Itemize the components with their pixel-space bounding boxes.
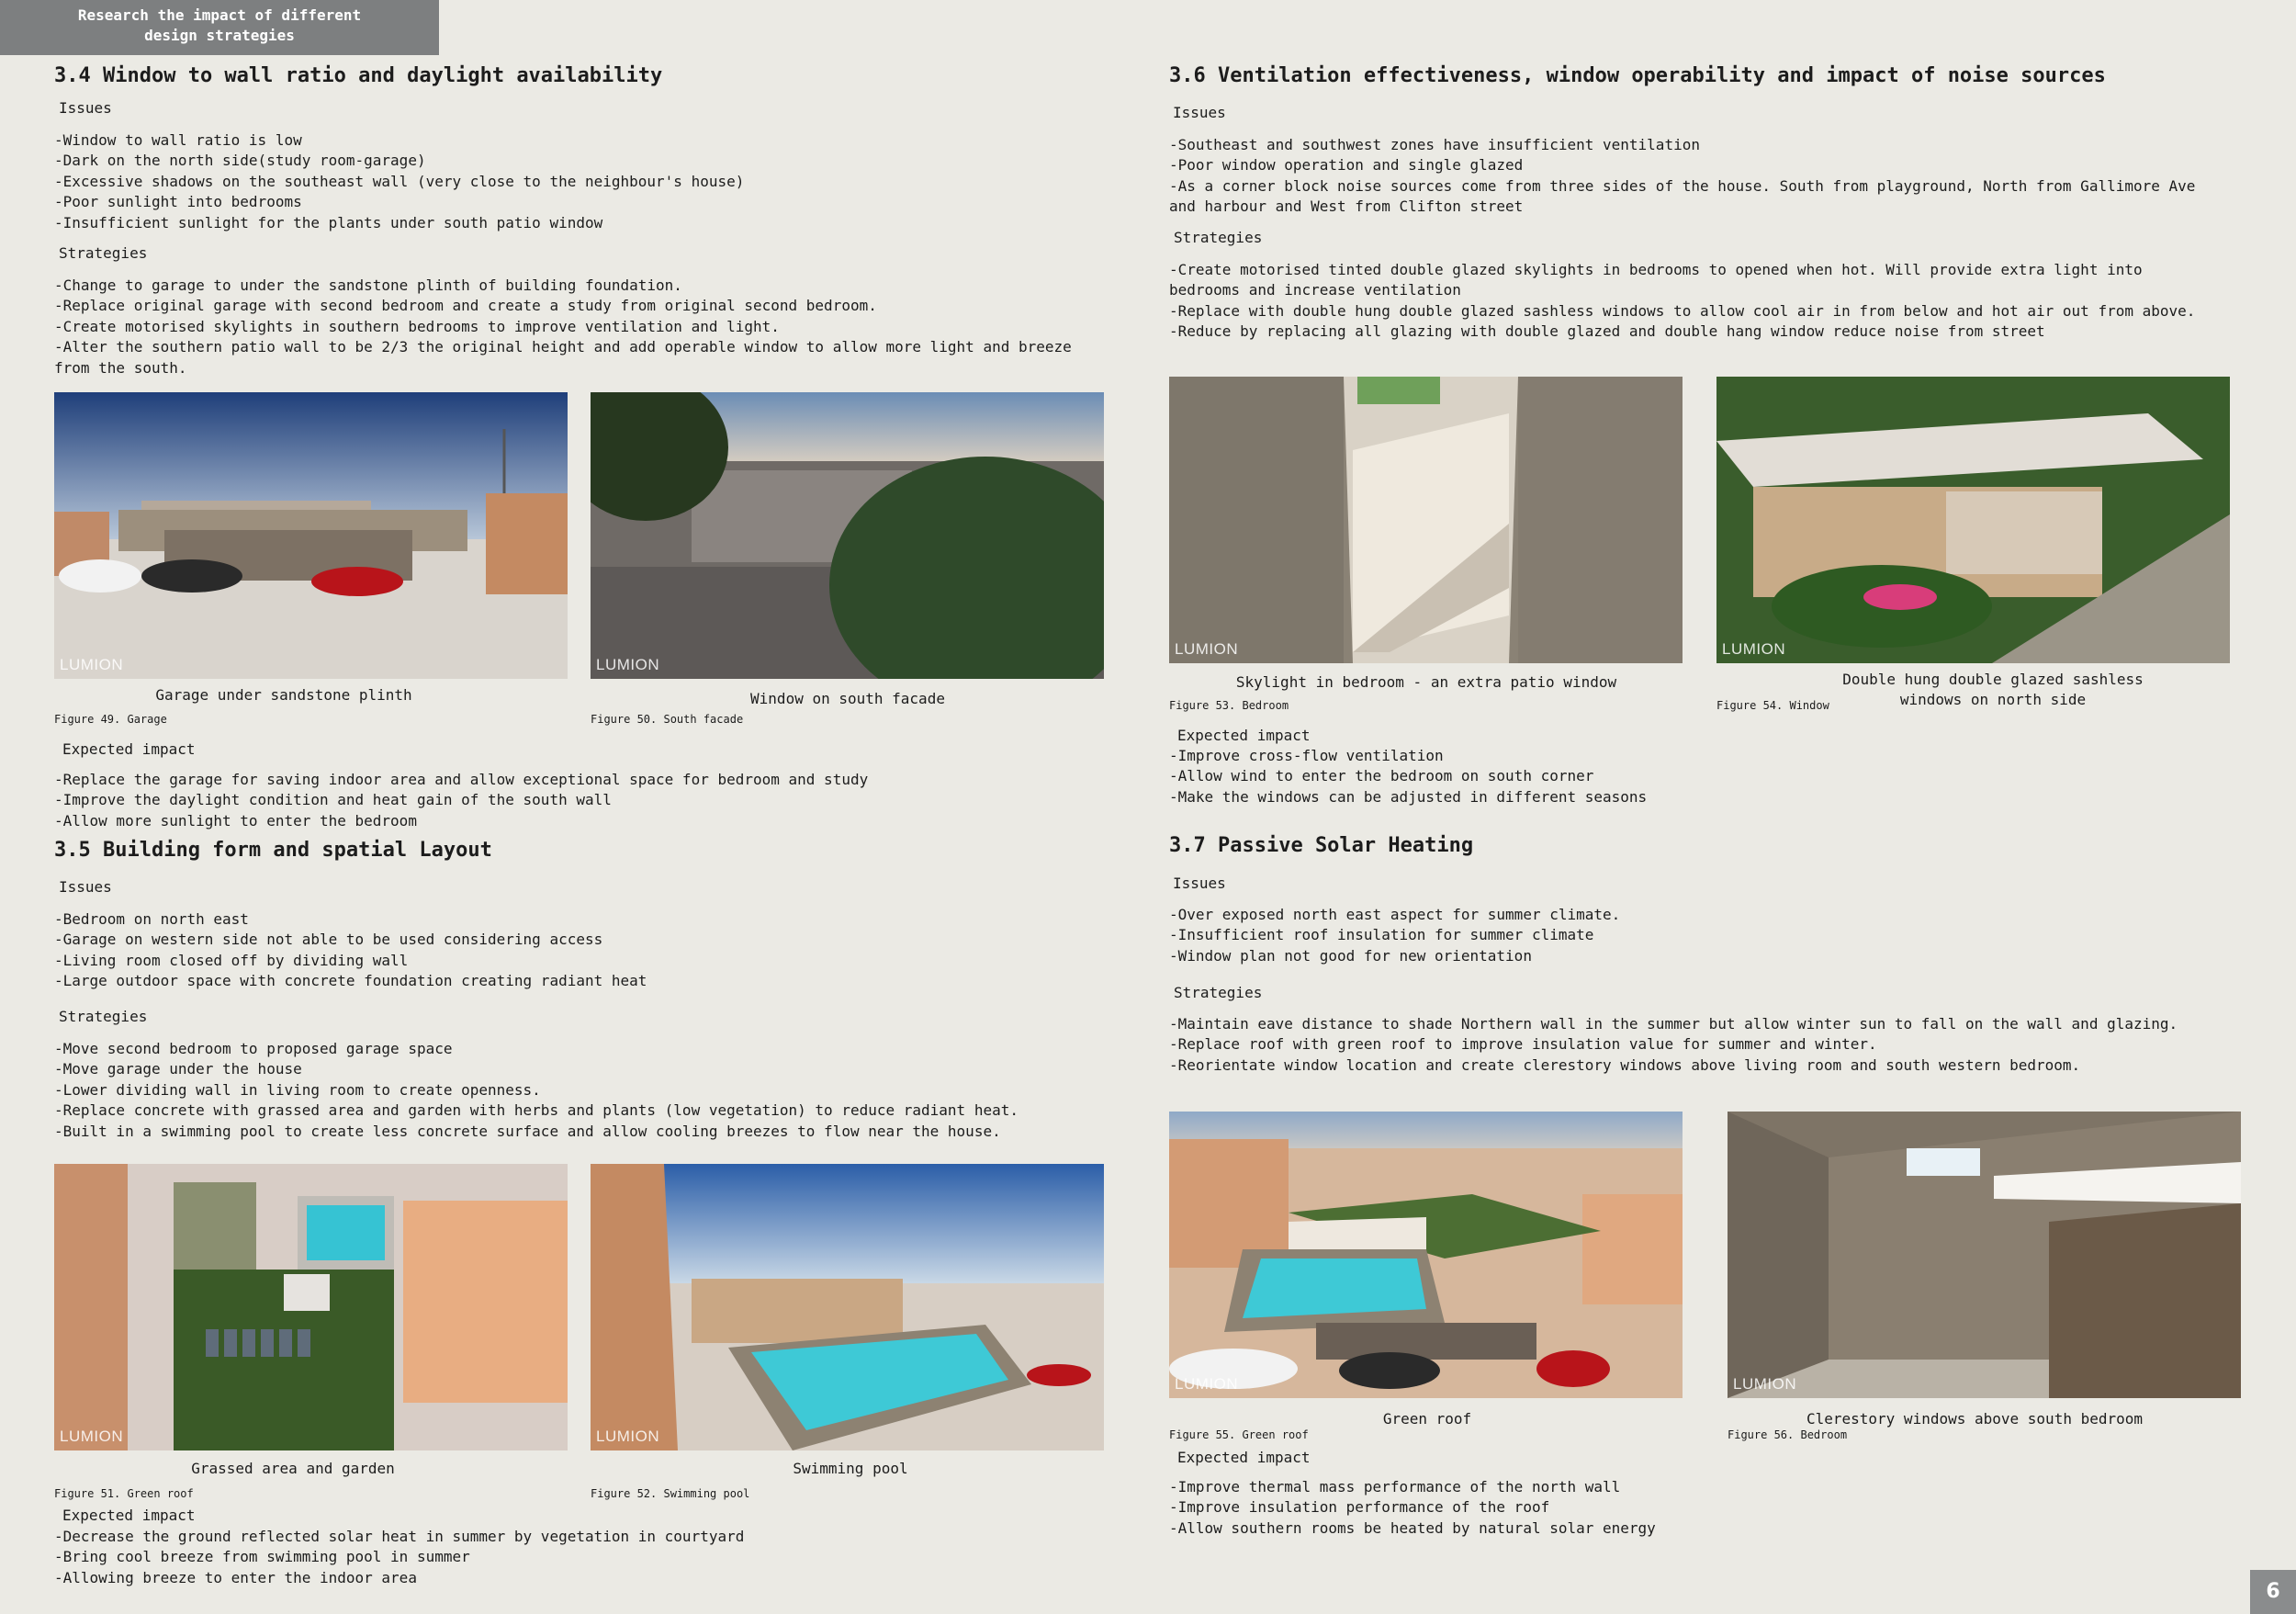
list-item: -Large outdoor space with concrete foundation creating radiant heat (54, 972, 647, 990)
issues-list (54, 130, 1110, 233)
list-item: -Insufficient sunlight for the plants under south patio window (54, 213, 603, 231)
strategies-list (54, 276, 1110, 378)
strategies-label: Strategies (59, 1008, 148, 1025)
expected-impact-label: Expected impact (1177, 1449, 1311, 1466)
figure-south-facade-render (591, 392, 1104, 679)
figure-caption: Skylight in bedroom - an extra patio window (1235, 673, 1617, 691)
list-item: -Improve thermal mass performance of the north wall (1169, 1478, 1621, 1495)
list-item: -Maintain eave distance to shade Northern wall in the summer but allow winter sun to fall on the wall and glazing. (1169, 1015, 2178, 1033)
lumion-watermark: LUMION (1722, 640, 1786, 658)
figure-number: Figure 55. Green roof (1169, 1428, 1309, 1441)
figure-number: Figure 49. Garage (54, 713, 167, 726)
list-item: -Change to garage to under the sandstone plinth of building foundation. (54, 277, 682, 294)
figure-caption: Clerestory windows above south bedroom (1806, 1410, 2144, 1428)
issues-list (54, 909, 1110, 992)
strategies-list (54, 1039, 1129, 1142)
figure-number: Figure 50. South facade (591, 713, 744, 726)
figure-garage-render (54, 392, 568, 679)
impact-list (54, 770, 1110, 831)
expected-impact-label: Expected impact (62, 1507, 196, 1524)
list-item: -Create motorised skylights in southern bedrooms to improve ventilation and light. (54, 317, 780, 335)
list-item: -Replace the garage for saving indoor area and allow exceptional space for bedroom and study (54, 771, 869, 788)
figure-green-roof-aerial-render (54, 1164, 568, 1450)
list-item: -Insufficient roof insulation for summer climate (1169, 926, 1594, 944)
list-item: -Living room closed off by dividing wall (54, 951, 409, 969)
issues-label: Issues (1173, 104, 1226, 121)
lumion-watermark: LUMION (60, 656, 124, 673)
list-item: -Allowing breeze to enter the indoor area (54, 1568, 417, 1586)
section-title-3-4: 3.4 Window to wall ratio and daylight availability (54, 64, 663, 87)
figure-bedroom-skylight-render (1169, 377, 1683, 663)
list-item: -Window to wall ratio is low (54, 131, 302, 149)
list-item: -Create motorised tinted double glazed skylights in bedrooms to opened when hot. Will provide extra light into bedrooms and increase ventilation (1169, 261, 2143, 299)
list-item: -Decrease the ground reflected solar heat in summer by vegetation in courtyard (54, 1528, 745, 1545)
list-item: -Replace roof with green roof to improve insulation value for summer and winter. (1169, 1035, 1877, 1054)
list-item: -Improve the daylight condition and heat gain of the south wall (54, 791, 612, 809)
list-item: -Improve cross-flow ventilation (1169, 747, 1444, 764)
list-item: -Improve insulation performance of the roof (1169, 1498, 1550, 1517)
list-item: -Allow southern rooms be heated by natural solar energy (1169, 1518, 1656, 1537)
lumion-watermark: LUMION (596, 1428, 660, 1445)
list-item: -Over exposed north east aspect for summer climate. (1169, 906, 1621, 923)
list-item: -Bedroom on north east (54, 910, 249, 928)
figure-north-window-render (1716, 377, 2230, 663)
issues-list (1169, 135, 2216, 218)
issues-list (1169, 905, 2216, 966)
list-item: -Built in a swimming pool to create less concrete surface and allow cooling breezes to flow near the house. (54, 1122, 1001, 1140)
section-header-tab: Research the impact of different design strategies (0, 0, 439, 55)
figure-caption: Swimming pool (793, 1460, 908, 1477)
figure-caption: Double hung double glazed sashless windows on north side (1842, 671, 2144, 708)
strategies-list (1169, 260, 2216, 343)
list-item: -Dark on the north side(study room-garage) (54, 152, 426, 170)
section-title-3-7: 3.7 Passive Solar Heating (1169, 834, 1474, 857)
list-item: -Allow more sunlight to enter the bedroom (54, 811, 417, 830)
list-item: -Lower dividing wall in living room to create openness. (54, 1080, 541, 1099)
figure-caption: Grassed area and garden (191, 1460, 395, 1477)
expected-impact-label: Expected impact (62, 740, 196, 758)
expected-impact-label: Expected impact (1177, 727, 1311, 744)
figure-number: Figure 53. Bedroom (1169, 699, 1289, 712)
list-item: -Move second bedroom to proposed garage space (54, 1040, 453, 1057)
figure-caption: Green roof (1382, 1410, 1472, 1428)
figure-swimming-pool-render (591, 1164, 1104, 1450)
section-title-3-5: 3.5 Building form and spatial Layout (54, 839, 492, 862)
list-item: -Garage on western side not able to be used considering access (54, 931, 603, 949)
lumion-watermark: LUMION (1733, 1375, 1797, 1393)
list-item: -Allow wind to enter the bedroom on south corner (1169, 767, 1594, 785)
figure-caption: Window on south facade (750, 690, 945, 707)
figure-number: Figure 56. Bedroom (1728, 1428, 1848, 1441)
figure-green-roof-render (1169, 1112, 1683, 1398)
list-item: -Make the windows can be adjusted in different seasons (1169, 787, 1648, 806)
list-item: -Excessive shadows on the southeast wall (very close to the neighbour's house) (54, 172, 745, 190)
figure-caption: Garage under sandstone plinth (155, 686, 412, 704)
list-item: -Alter the southern patio wall to be 2/3 the original height and add operable window to allow more light and breeze from the south. (54, 338, 1072, 377)
issues-label: Issues (59, 878, 112, 896)
list-item: -Reduce by replacing all glazing with double glazed and double hang window reduce noise from street (1169, 322, 2045, 341)
impact-list (1169, 746, 2216, 807)
strategies-label: Strategies (1174, 229, 1263, 246)
list-item: -Southeast and southwest zones have insufficient ventilation (1169, 136, 1700, 153)
impact-list (54, 1527, 1110, 1588)
figure-clerestory-bedroom-render (1728, 1112, 2241, 1398)
list-item: -Bring cool breeze from swimming pool in summer (54, 1548, 470, 1566)
page-number: 6 (2250, 1570, 2296, 1614)
list-item: -Window plan not good for new orientation (1169, 946, 1532, 965)
strategies-list (1169, 1014, 2216, 1076)
issues-label: Issues (59, 99, 112, 117)
lumion-watermark: LUMION (1175, 640, 1239, 658)
lumion-watermark: LUMION (1175, 1375, 1239, 1393)
impact-list (1169, 1477, 2216, 1539)
issues-label: Issues (1173, 875, 1226, 892)
section-title-3-6: 3.6 Ventilation effectiveness, window operability and impact of noise sources (1169, 64, 2106, 87)
list-item: -Replace concrete with grassed area and garden with herbs and plants (low vegetation) to reduce radiant heat. (54, 1101, 1019, 1120)
list-item: -Reorientate window location and create clerestory windows above living room and south western bedroom. (1169, 1055, 2081, 1074)
list-item: -Poor sunlight into bedrooms (54, 193, 302, 211)
list-item: -Replace original garage with second bedroom and create a study from original second bedroom. (54, 297, 877, 315)
figure-number: Figure 54. Window (1716, 699, 1829, 712)
list-item: -Move garage under the house (54, 1060, 302, 1078)
list-item: -As a corner block noise sources come from three sides of the house. South from playground, North from Gallimore Ave and harbour and West from Clifton street (1169, 176, 2196, 216)
lumion-watermark: LUMION (596, 656, 660, 673)
figure-number: Figure 52. Swimming pool (591, 1487, 750, 1500)
strategies-label: Strategies (1174, 984, 1263, 1001)
list-item: -Replace with double hung double glazed sashless windows to allow cool air in from below and hot air out from above. (1169, 301, 2196, 320)
lumion-watermark: LUMION (60, 1428, 124, 1445)
figure-number: Figure 51. Green roof (54, 1487, 194, 1500)
strategies-label: Strategies (59, 244, 148, 262)
list-item: -Poor window operation and single glazed (1169, 156, 1524, 175)
